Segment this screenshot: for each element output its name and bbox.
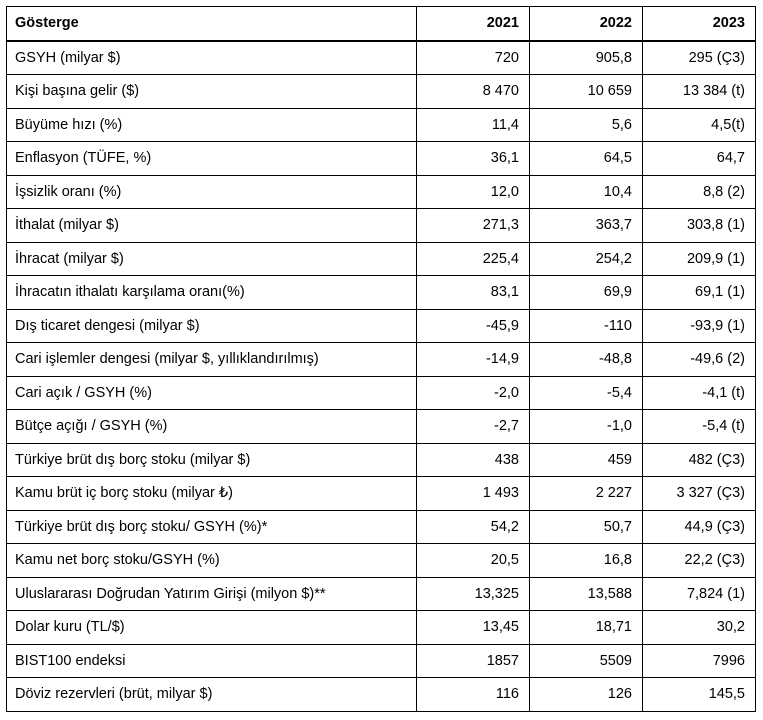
value-2023-cell: 145,5 [643, 678, 756, 712]
value-2022-cell: 363,7 [530, 209, 643, 243]
value-2021-cell: 12,0 [417, 175, 530, 209]
value-2023-cell: 64,7 [643, 142, 756, 176]
indicator-cell: Enflasyon (TÜFE, %) [7, 142, 417, 176]
value-2023-cell: 13 384 (t) [643, 75, 756, 109]
indicator-cell: BIST100 endeksi [7, 644, 417, 678]
value-2023-cell: 7996 [643, 644, 756, 678]
table-row [7, 309, 756, 343]
header-2021: 2021 [417, 7, 530, 41]
value-2023-cell: 4,5(t) [643, 108, 756, 142]
value-2021-cell: -2,0 [417, 376, 530, 410]
value-2023-cell: -93,9 (1) [643, 309, 756, 343]
value-2021-cell: 11,4 [417, 108, 530, 142]
economic-indicators-table [6, 6, 756, 712]
value-2021-cell: -45,9 [417, 309, 530, 343]
value-2022-cell: 5,6 [530, 108, 643, 142]
indicator-cell: Dolar kuru (TL/$) [7, 611, 417, 645]
value-2023-cell: 44,9 (Ç3) [643, 510, 756, 544]
value-2023-cell: 22,2 (Ç3) [643, 544, 756, 578]
indicator-cell: Kişi başına gelir ($) [7, 75, 417, 109]
indicator-cell: Türkiye brüt dış borç stoku/ GSYH (%)* [7, 510, 417, 544]
table-row [7, 108, 756, 142]
indicator-cell: GSYH (milyar $) [7, 41, 417, 75]
indicator-cell: Döviz rezervleri (brüt, milyar $) [7, 678, 417, 712]
table-row [7, 175, 756, 209]
value-2021-cell: 1857 [417, 644, 530, 678]
value-2021-cell: 13,325 [417, 577, 530, 611]
indicator-cell: Uluslararası Doğrudan Yatırım Girişi (milyon $)** [7, 577, 417, 611]
value-2021-cell: 438 [417, 443, 530, 477]
table-row [7, 410, 756, 444]
table-row [7, 242, 756, 276]
value-2023-cell: 303,8 (1) [643, 209, 756, 243]
value-2021-cell: 225,4 [417, 242, 530, 276]
value-2021-cell: -2,7 [417, 410, 530, 444]
value-2022-cell: -1,0 [530, 410, 643, 444]
value-2022-cell: 5509 [530, 644, 643, 678]
value-2022-cell: 13,588 [530, 577, 643, 611]
value-2021-cell: 1 493 [417, 477, 530, 511]
value-2022-cell: 16,8 [530, 544, 643, 578]
table-row [7, 376, 756, 410]
value-2023-cell: 8,8 (2) [643, 175, 756, 209]
value-2022-cell: 69,9 [530, 276, 643, 310]
value-2021-cell: 83,1 [417, 276, 530, 310]
indicator-cell: Cari açık / GSYH (%) [7, 376, 417, 410]
indicator-cell: Kamu brüt iç borç stoku (milyar ₺) [7, 477, 417, 511]
indicator-cell: İşsizlik oranı (%) [7, 175, 417, 209]
table-row [7, 75, 756, 109]
indicator-cell: Büyüme hızı (%) [7, 108, 417, 142]
indicator-cell: İthalat (milyar $) [7, 209, 417, 243]
header-indicator: Gösterge [7, 7, 417, 41]
value-2021-cell: 36,1 [417, 142, 530, 176]
table-row [7, 544, 756, 578]
table-row [7, 644, 756, 678]
value-2022-cell: 10 659 [530, 75, 643, 109]
value-2023-cell: 3 327 (Ç3) [643, 477, 756, 511]
value-2022-cell: 2 227 [530, 477, 643, 511]
table-row [7, 41, 756, 75]
value-2023-cell: -4,1 (t) [643, 376, 756, 410]
value-2023-cell: -49,6 (2) [643, 343, 756, 377]
table-body [7, 41, 756, 712]
indicator-cell: Türkiye brüt dış borç stoku (milyar $) [7, 443, 417, 477]
value-2022-cell: 254,2 [530, 242, 643, 276]
value-2021-cell: 720 [417, 41, 530, 75]
value-2021-cell: 54,2 [417, 510, 530, 544]
value-2021-cell: -14,9 [417, 343, 530, 377]
header-2023: 2023 [643, 7, 756, 41]
table-row [7, 343, 756, 377]
value-2023-cell: 295 (Ç3) [643, 41, 756, 75]
value-2021-cell: 20,5 [417, 544, 530, 578]
table-header-row [7, 7, 756, 41]
value-2021-cell: 8 470 [417, 75, 530, 109]
table-row [7, 142, 756, 176]
value-2021-cell: 271,3 [417, 209, 530, 243]
value-2023-cell: -5,4 (t) [643, 410, 756, 444]
table-row [7, 209, 756, 243]
value-2022-cell: 64,5 [530, 142, 643, 176]
value-2022-cell: 10,4 [530, 175, 643, 209]
table-row [7, 577, 756, 611]
value-2021-cell: 13,45 [417, 611, 530, 645]
table-row [7, 510, 756, 544]
indicator-cell: Cari işlemler dengesi (milyar $, yıllıklandırılmış) [7, 343, 417, 377]
table-row [7, 678, 756, 712]
value-2022-cell: 18,71 [530, 611, 643, 645]
table-row [7, 477, 756, 511]
value-2023-cell: 7,824 (1) [643, 577, 756, 611]
value-2021-cell: 116 [417, 678, 530, 712]
indicator-table-wrapper [6, 6, 756, 712]
value-2022-cell: 905,8 [530, 41, 643, 75]
indicator-cell: Dış ticaret dengesi (milyar $) [7, 309, 417, 343]
indicator-cell: Kamu net borç stoku/GSYH (%) [7, 544, 417, 578]
value-2023-cell: 209,9 (1) [643, 242, 756, 276]
table-row [7, 611, 756, 645]
value-2022-cell: 459 [530, 443, 643, 477]
value-2022-cell: 50,7 [530, 510, 643, 544]
value-2022-cell: -48,8 [530, 343, 643, 377]
indicator-cell: Bütçe açığı / GSYH (%) [7, 410, 417, 444]
value-2022-cell: 126 [530, 678, 643, 712]
header-2022: 2022 [530, 7, 643, 41]
table-row [7, 276, 756, 310]
value-2022-cell: -5,4 [530, 376, 643, 410]
value-2022-cell: -110 [530, 309, 643, 343]
value-2023-cell: 482 (Ç3) [643, 443, 756, 477]
table-row [7, 443, 756, 477]
indicator-cell: İhracat (milyar $) [7, 242, 417, 276]
indicator-cell: İhracatın ithalatı karşılama oranı(%) [7, 276, 417, 310]
value-2023-cell: 69,1 (1) [643, 276, 756, 310]
value-2023-cell: 30,2 [643, 611, 756, 645]
